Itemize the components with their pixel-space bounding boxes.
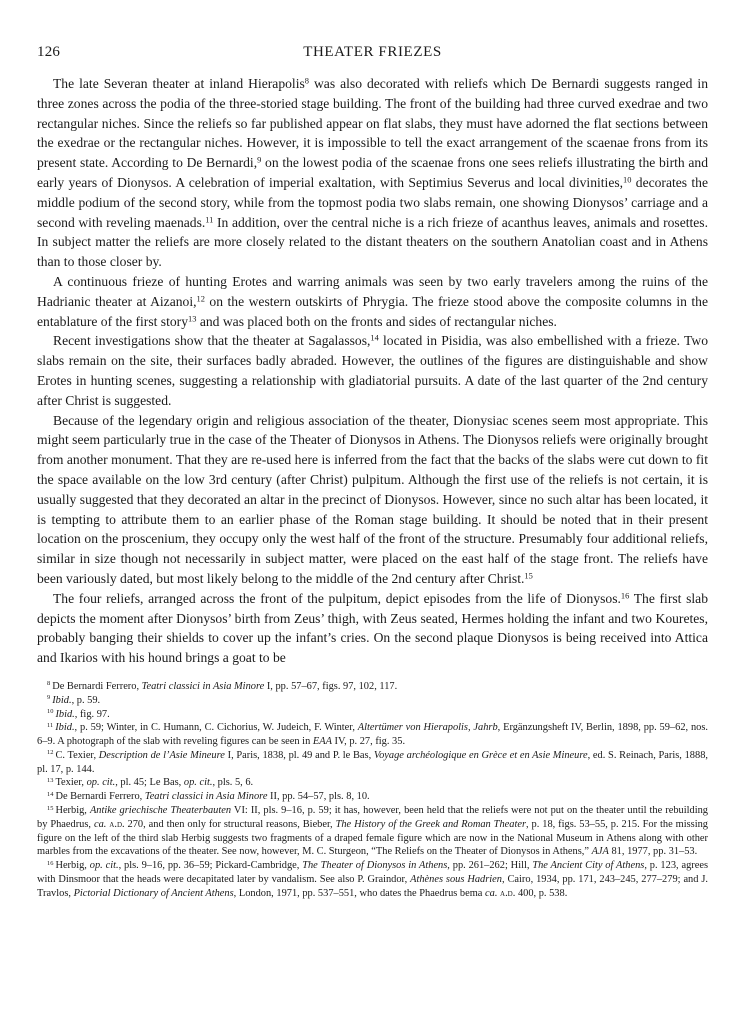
text-run: 400, p. 538. [515,887,568,899]
footnote [37,790,708,804]
footnotes [37,680,708,901]
text-run: Because of the legendary origin and religious association of the theater, Dionysiac scenes seem most appropriate. This might seem particularly true in the case of the Theater of Dionysos in Athens. The Dionysos reliefs were originally brought from another monument. That they are re-used here is inferred from the fact that the backs of the slabs were cut down to fit the space available on the low 3rd century (after Christ) pulpitum. Although the first use of the reliefs is not certain, it is usually suggested that they decorated an altar in the precinct of Dionysos. However, since no such altar has been located, it is tempting to attribute them to an earlier phase of the Roman stage building. It should be noted that in their present location on the proscenium, they occupy only the west half of the front of the structure. Presumably four additional reliefs, similar in size though not necessarily in subject matter, were placed on the east half of the stage front. The reliefs have been variously dated, but most likely belong to the middle of the 2nd century after Christ. [37,412,708,586]
text-run: , pls. 9–16, pp. 36–59; Pickard-Cambridge, [118,860,303,872]
text-run: , pl. 45; Le Bas, [115,777,184,789]
running-title: THEATER FRIEZES [303,44,442,60]
paragraph [37,74,708,272]
footnote-ref: 12 [196,293,205,304]
footnote-number: 12 [47,749,54,757]
footnote [37,708,708,722]
text-run: , p. 18, figs. 53–55, p. 215. For the missing figure on the left of the third slab Herbig suggests two fragments of a draped female figure which are now in the National Museum in Athens along with other marbles from the excavations of the theater. See now, however, M. C. Sturgeon, “The Reliefs on the Theater of Dionysos in Athens,” [37,818,708,858]
italic-text: op. cit. [86,777,116,789]
italic-text: The History of the Greek and Roman Theater [335,818,526,830]
footnote-number: 11 [47,721,54,729]
text-run: I, pp. 57–67, figs. 97, 102, 117. [264,680,398,692]
footnote-ref: 11 [205,213,214,224]
text-run: VI: II, pls. 9–16, p. 59; it has, however, been held that the reliefs were not put on the theater until the rebuilding by Phaedrus, [37,805,708,830]
text-run: 81, 1977, pp. 31–53. [608,846,698,858]
italic-text: Altertümer von Hierapolis, Jahrb [357,722,498,734]
paragraph [37,411,708,589]
text-run: decorates the middle podium of the second story, while from the topmost podia two slabs remain, one showing Dionysos’ carriage and a second with reveling maenads. [37,174,708,230]
footnote-number: 9 [47,694,51,702]
footnote-ref: 8 [304,75,309,86]
text-run: , p. 123, agrees with Dinsmoor that the heads were decapitated later by vandalism. See also P. Graindor, [37,860,709,886]
footnote-number: 15 [47,804,54,812]
text-run: Herbig, [55,860,90,872]
paragraph [37,272,708,331]
italic-text: EAA [312,736,332,748]
text-run: The late Severan theater at inland Hierapolis [53,76,305,91]
footnote [37,776,708,790]
footnote [37,859,708,900]
italic-text: Description de l’Asie Mineure [98,749,225,761]
italic-text: Ibid. [55,708,75,720]
footnote-ref: 15 [524,570,533,581]
body-text [37,74,708,668]
text-run: , p. 59; Winter, in C. Humann, C. Cichorius, W. Judeich, F. Winter, [74,722,358,734]
footnote-number: 16 [47,859,54,867]
text-run: , pp. 261–262; Hill, [447,860,533,872]
footnote [37,694,708,708]
italic-text: The Theater of Dionysos in Athens [302,860,448,872]
text-run: De Bernardi Ferrero, [55,791,145,803]
text-run: IV, p. 27, fig. 35. [331,736,406,748]
footnote-ref: 10 [623,174,632,185]
footnote [37,804,708,859]
italic-text: Athènes sous Hadrien [410,874,502,886]
italic-text: op. cit. [183,777,213,789]
text-run: , p. 59. [71,694,101,706]
italic-text: Teatri classici in Asia Minore [141,680,265,692]
text-run: A continuous frieze of hunting Erotes and warring animals was seen by two early travelers among the ruins of the Hadrianic theater at Aizanoi, [37,273,708,309]
small-caps-text: a.d. [500,887,516,899]
text-run: The four reliefs, arranged across the front of the pulpitum, depict episodes from the life of Dionysos. [53,590,621,606]
italic-text: Antike griechische Theaterbauten [89,805,232,817]
text-run: , fig. 97. [74,708,110,720]
text-run: Texier, [55,777,87,789]
footnote-ref: 9 [257,154,262,165]
italic-text: Teatri classici in Asia Minore [144,791,268,803]
italic-text: Pictorial Dictionary of Ancient Athens [73,887,234,899]
italic-text: Ibid. [55,722,75,734]
text-run: was also decorated with reliefs which De Bernardi suggests ranged in three zones across the podia of the three-storied stage building. The front of the building had three curved exedrae and two rectangular niches. Since the reliefs so far published appear on flat slabs, they must have adorned the flat sections between the exedrae or the rectangular niches. However, it is impossible to tell the exact arrangement of the scaenae frons from its present state. According to De Bernardi, [37,76,708,171]
page [37,44,708,901]
footnote-ref: 14 [370,332,379,343]
footnote-ref: 13 [188,312,197,323]
italic-text: Ibid. [52,694,72,706]
small-caps-text: a.d. [109,818,125,830]
text-run: , Ergänzungsheft IV, Berlin, 1898, pp. 59–62, nos. 6–9. A photograph of the slab with reveling figures can be seen in [37,722,709,748]
text-run: on the lowest podia of the scaenae frons one sees reliefs illustrating the birth and early years of Dionysos. A celebration of imperial exaltation, with Septimius Severus and local divinities, [37,155,708,190]
footnote [37,749,708,777]
italic-text: op. cit. [89,860,119,872]
text-run: , Cairo, 1934, pp. 171, 243–245, 277–279; and J. Travlos, [37,874,709,899]
text-run: and was placed both on the fronts and sides of rectangular niches. [196,313,557,329]
text-run: In addition, over the central niche is a rich frieze of acanthus leaves, animals and rosettes. In subject matter the reliefs are more closely related to the distant theaters on the southern Anatolian coast and in Athens than to those closer by. [37,214,708,270]
footnote-number: 13 [47,776,54,784]
paragraph [37,331,708,410]
running-header [37,44,708,64]
paragraph [37,589,708,668]
text-run: on the western outskirts of Phrygia. The frieze stood above the composite columns in the entablature of the first story [37,293,708,329]
text-run: , ed. S. Reinach, Paris, 1888, pl. 17, p. 144. [37,749,708,775]
footnote-number: 10 [47,707,54,715]
footnote-number: 14 [47,790,54,798]
text-run: The first slab depicts the moment after Dionysos’ birth from Zeus’ thigh, with Zeus seated, Hermes holding the infant and two Kouretes, probably banging their shields to cover up the infant’s cries. On the second plaque Dionysos is being received into Attica and Ikarios with his hound brings a goat to be [37,590,708,666]
page-number: 126 [37,44,61,60]
italic-text: The Ancient City of Athens [532,860,645,872]
footnote-ref: 16 [620,590,630,601]
italic-text: Voyage archéologique en Grèce et en Asie Mineure [373,749,588,761]
text-run: II, pp. 54–57, pls. 8, 10. [267,791,370,803]
text-run: C. Texier, [55,749,99,761]
text-run: I, Paris, 1838, pl. 49 and P. le Bas, [224,749,374,761]
text-run: , London, 1971, pp. 537–551, who dates the Phaedrus bema [233,887,486,899]
text-run: 270, and then only for structural reasons, Bieber, [124,818,336,830]
italic-text: ca. [485,887,498,899]
text-run: located in Pisidia, was also embellished with a frieze. Two slabs remain on the site, their surfaces badly abraded. However, the outlines of the figures are distinguishable and show Erotes in hunting scenes, suggesting a relationship with gladiatorial pursuits. A date of the last quarter of the 2nd century after Christ is suggested. [37,333,708,408]
text-run: De Bernardi Ferrero, [52,680,142,692]
italic-text: AJA [591,846,609,858]
footnote [37,680,708,694]
text-run: Recent investigations show that the theater at Sagalassos, [53,333,371,349]
text-run: , pls. 5, 6. [212,777,254,789]
footnote [37,721,708,749]
italic-text: ca. [93,818,107,830]
text-run: Herbig, [55,805,90,817]
footnote-number: 8 [47,680,51,688]
